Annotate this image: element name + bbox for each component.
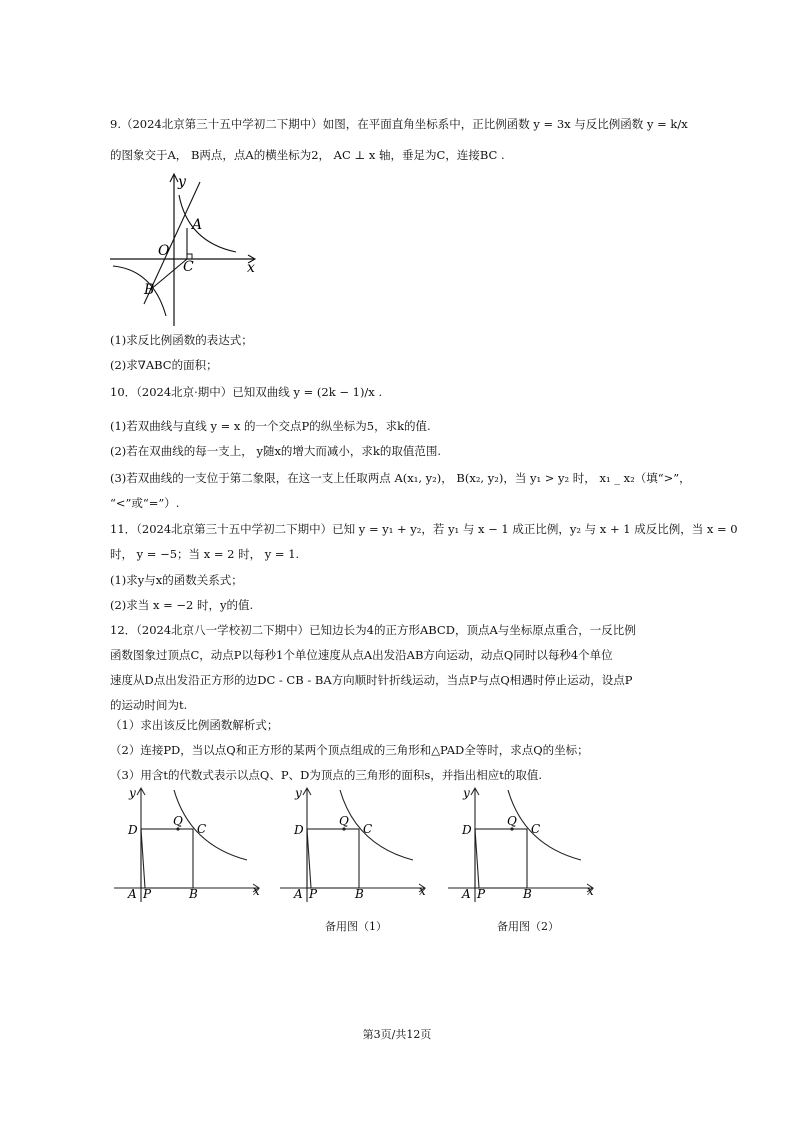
q12-line2: 函数图象过顶点C，动点P以每秒1个单位速度从点A出发沿AB方向运动，动点Q同时以每秒4个单位 (110, 648, 613, 662)
label-a: A (462, 887, 471, 901)
hyperbola (174, 790, 247, 860)
label-y: y (295, 786, 302, 800)
label-x: x (587, 884, 594, 898)
square-figure (280, 786, 426, 902)
segment-pd (141, 829, 145, 888)
label-y: y (129, 786, 136, 800)
label-p: P (143, 887, 152, 901)
q12-sub3: （3）用含t的代数式表示以点Q、P、D为顶点的三角形的面积s，并指出相应t的取值. (110, 768, 542, 782)
label-c: C (183, 259, 194, 275)
segment-pd (475, 829, 479, 888)
q12-sub1: （1）求出该反比例函数解析式； (110, 718, 279, 732)
q10-sub1: (1)若双曲线与直线 y = x 的一个交点P的纵坐标为5，求k的值. (110, 419, 431, 433)
label-a: A (192, 217, 203, 233)
hyperbola-branch-1 (179, 195, 236, 252)
page-footer: 第3页/共12页 (362, 1028, 432, 1041)
label-d: D (128, 823, 138, 837)
label-a: A (128, 887, 137, 901)
label-b: B (523, 887, 532, 901)
label-a: A (294, 887, 303, 901)
label-b: B (189, 887, 198, 901)
q11-line1: 11．（2024北京第三十五中学初二下期中）已知 y = y₁ + y₂，若 y₁ 与 x − 1 成正比例，y₂ 与 x + 1 成反比例，当 x = 0 (110, 522, 738, 536)
label-x: x (247, 260, 255, 276)
hyperbola (340, 790, 413, 860)
q10-sub3a: (3)若双曲线的一支位于第二象限，在这一支上任取两点 A(x₁, y₂)， B(x₂, y₂)，当 y₁ > y₂ 时， x₁ _ x₂（填“>”， (110, 471, 691, 485)
label-x: x (253, 884, 260, 898)
q9-sub1: (1)求反比例函数的表达式； (110, 333, 253, 347)
label-q: Q (339, 814, 349, 828)
q12-figure-backup-2 (446, 785, 598, 905)
q11-line2: 时， y = −5；当 x = 2 时， y = 1. (110, 547, 300, 561)
label-y: y (178, 174, 186, 190)
label-c: C (363, 822, 373, 836)
square-abcd (141, 829, 193, 888)
label-d: D (462, 823, 472, 837)
label-b: B (144, 282, 155, 298)
q11-sub1: (1)求y与x的函数关系式； (110, 573, 243, 587)
label-o: O (158, 243, 170, 259)
q10-line1: 10．（2024北京·期中）已知双曲线 y = (2k − 1)/x . (110, 385, 383, 399)
q9-figure (108, 170, 264, 330)
q12-line3: 速度从D点出发沿正方形的边DC - CB - BA方向顺时针折线运动，当点P与点Q相遇时停止运动，设点P (110, 673, 633, 687)
q12-line4: 的运动时间为t. (110, 698, 188, 712)
label-q: Q (173, 814, 183, 828)
q9-line1: 9.（2024北京第三十五中学初二下期中）如图，在平面直角坐标系中，正比例函数 y = 3x 与反比例函数 y = k/x (110, 117, 688, 131)
square-abcd (475, 829, 527, 888)
q12-line1: 12．（2024北京八一学校初二下期中）已知边长为4的正方形ABCD，顶点A与坐标原点重合，一反比例 (110, 623, 636, 637)
q11-sub2: (2)求当 x = −2 时，y的值. (110, 598, 254, 612)
label-p: P (477, 887, 486, 901)
square-abcd (307, 829, 359, 888)
segment-bc (150, 259, 187, 290)
caption-backup-1: 备用图（1） (325, 920, 387, 933)
q12-figure-backup-1 (278, 785, 430, 905)
q10-sub3b: “<”或“=”）. (110, 496, 180, 510)
segment-pd (307, 829, 311, 888)
label-d: D (294, 823, 304, 837)
label-p: P (309, 887, 318, 901)
q9-line2: 的图象交于A， B两点，点A的横坐标为2， AC ⊥ x 轴，垂足为C，连接BC . (110, 148, 505, 162)
square-figure (448, 786, 594, 902)
label-b: B (355, 887, 364, 901)
hyperbola (508, 790, 581, 860)
label-x: x (419, 884, 426, 898)
label-c: C (197, 822, 207, 836)
square-figure (114, 786, 260, 902)
q9-sub2: (2)求∇ABC的面积； (110, 358, 218, 372)
q12-sub2: （2）连接PD，当以点Q和正方形的某两个顶点组成的三角形和△PAD全等时，求点Q的坐标； (110, 743, 589, 757)
label-q: Q (507, 814, 517, 828)
q10-sub2: (2)若在双曲线的每一支上， y随x的增大而减小，求k的取值范围. (110, 444, 442, 458)
label-c: C (531, 822, 541, 836)
caption-backup-2: 备用图（2） (497, 920, 559, 933)
q12-figure-main (112, 785, 264, 905)
label-y: y (463, 786, 470, 800)
